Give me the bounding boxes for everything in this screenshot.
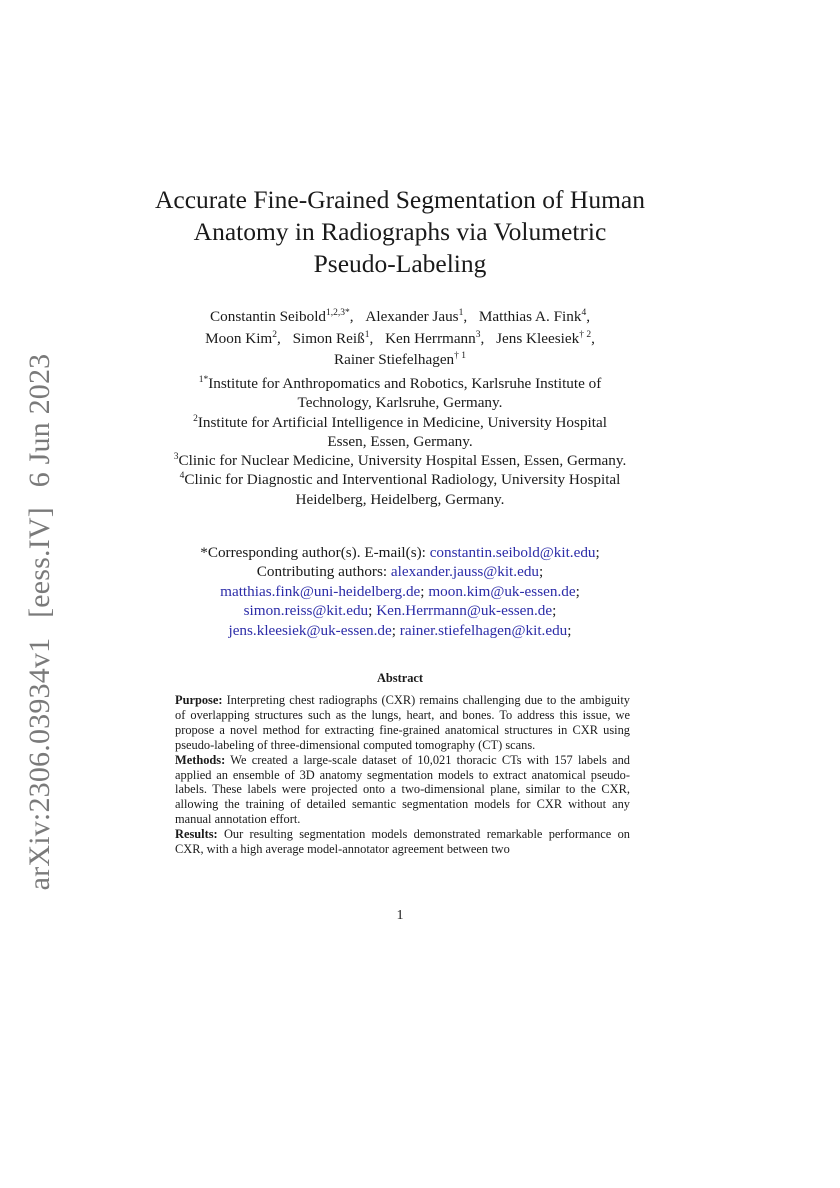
- author: Simon Reiß$^1$,: [292, 329, 374, 347]
- affiliation: $^3$Clinic for Nuclear Medicine, University Hospital Essen, Essen, Germany.: [173, 452, 627, 470]
- affiliation: $^2$Institute for Artificial Intelligence in Medicine, University Hospital Essen, Essen, Germany.: [193, 413, 607, 450]
- affiliation: $^{1*}$Institute for Anthropomatics and Robotics, Karlsruhe Institute of Technology, Karlsruhe, Germany.: [198, 375, 602, 412]
- abstract-results: Results: Our resulting segmentation models demonstrated remarkable performance on CXR, with a high average model-annotator agreement between two: [175, 827, 630, 857]
- arxiv-category: [eess.IV]: [23, 507, 56, 618]
- author: Jens Kleesiek$^{\dagger 2}$,: [496, 329, 595, 347]
- title-line: Accurate Fine-Grained Segmentation of Human: [154, 185, 645, 214]
- author: Moon Kim$^2$,: [205, 329, 281, 347]
- arxiv-identifier: [23, 348, 57, 897]
- email-link[interactable]: simon.reiss@kit.edu: [243, 602, 369, 620]
- email-link[interactable]: alexander.jauss@kit.edu: [390, 563, 540, 581]
- corresponding-label: *Corresponding author(s). E-mail(s):: [200, 544, 426, 561]
- email-link[interactable]: matthias.fink@uni-heidelberg.de: [220, 582, 421, 600]
- author: Matthias A. Fink$^4$,: [478, 308, 590, 325]
- email-link[interactable]: rainer.stiefelhagen@kit.edu: [399, 621, 568, 639]
- author-list: [150, 306, 650, 371]
- author: Ken Herrmann$^3$,: [385, 329, 485, 347]
- author: Rainer Stiefelhagen$^{\dagger 1}$: [333, 351, 467, 368]
- title-line: Anatomy in Radiographs via Volumetric: [193, 217, 607, 246]
- author: Constantin Seibold$^{1,2,3*}$,: [210, 308, 354, 325]
- contributing-label: Contributing authors:: [256, 563, 388, 581]
- abstract-methods: Methods: We created a large-scale dataset of 10,021 thoracic CTs with 157 labels and applied an ensemble of 3D anatomy segmentation models to extract anatomical pseudo-labels. These labels were projected onto a two-dimensional plane, similar to the CXR, allowing the training of detailed semantic segmentation models for CXR without any manual annotation effort.: [175, 752, 630, 827]
- contact-block: *Corresponding author(s). E-mail(s): constantin.seibold@kit.edu; Contributing authors: alexander.jauss@kit.edu; matthias.fink@uni-heidelberg.de; moon.kim@uk-essen.de; simon.reiss@kit.edu; Ken.Herrmann@uk-essen.de; jens.kleesiek@uk-essen.de; rainer.stiefelhagen@kit.edu;: [200, 544, 600, 639]
- arxiv-id: arXiv:2306.03934v1: [23, 637, 56, 891]
- email-link[interactable]: constantin.seibold@kit.edu: [429, 544, 596, 561]
- email-link[interactable]: Ken.Herrmann@uk-essen.de: [376, 602, 553, 620]
- arxiv-date: 6 Jun 2023: [23, 353, 56, 488]
- abstract-heading: Abstract: [376, 671, 424, 685]
- abstract-body: [175, 693, 630, 857]
- email-link[interactable]: moon.kim@uk-essen.de: [428, 582, 576, 600]
- paper-title: [150, 184, 650, 280]
- affiliation-list: [150, 374, 650, 509]
- author: Alexander Jaus$^1$,: [365, 308, 468, 325]
- abstract-purpose: Purpose: Interpreting chest radiographs (CXR) remains challenging due to the ambiguity of overlapping structures such as the lungs, heart, and bones. To address this issue, we propose a novel method for extracting fine-grained anatomical structures in CXR using pseudo-labeling of three-dimensional computed tomography (CT) scans.: [175, 693, 630, 752]
- affiliation: $^4$Clinic for Diagnostic and Interventional Radiology, University Hospital Heidelberg, Heidelberg, Germany.: [179, 471, 621, 508]
- title-line: Pseudo-Labeling: [313, 249, 487, 278]
- email-link[interactable]: jens.kleesiek@uk-essen.de: [228, 621, 392, 639]
- page-number: 1: [396, 908, 404, 923]
